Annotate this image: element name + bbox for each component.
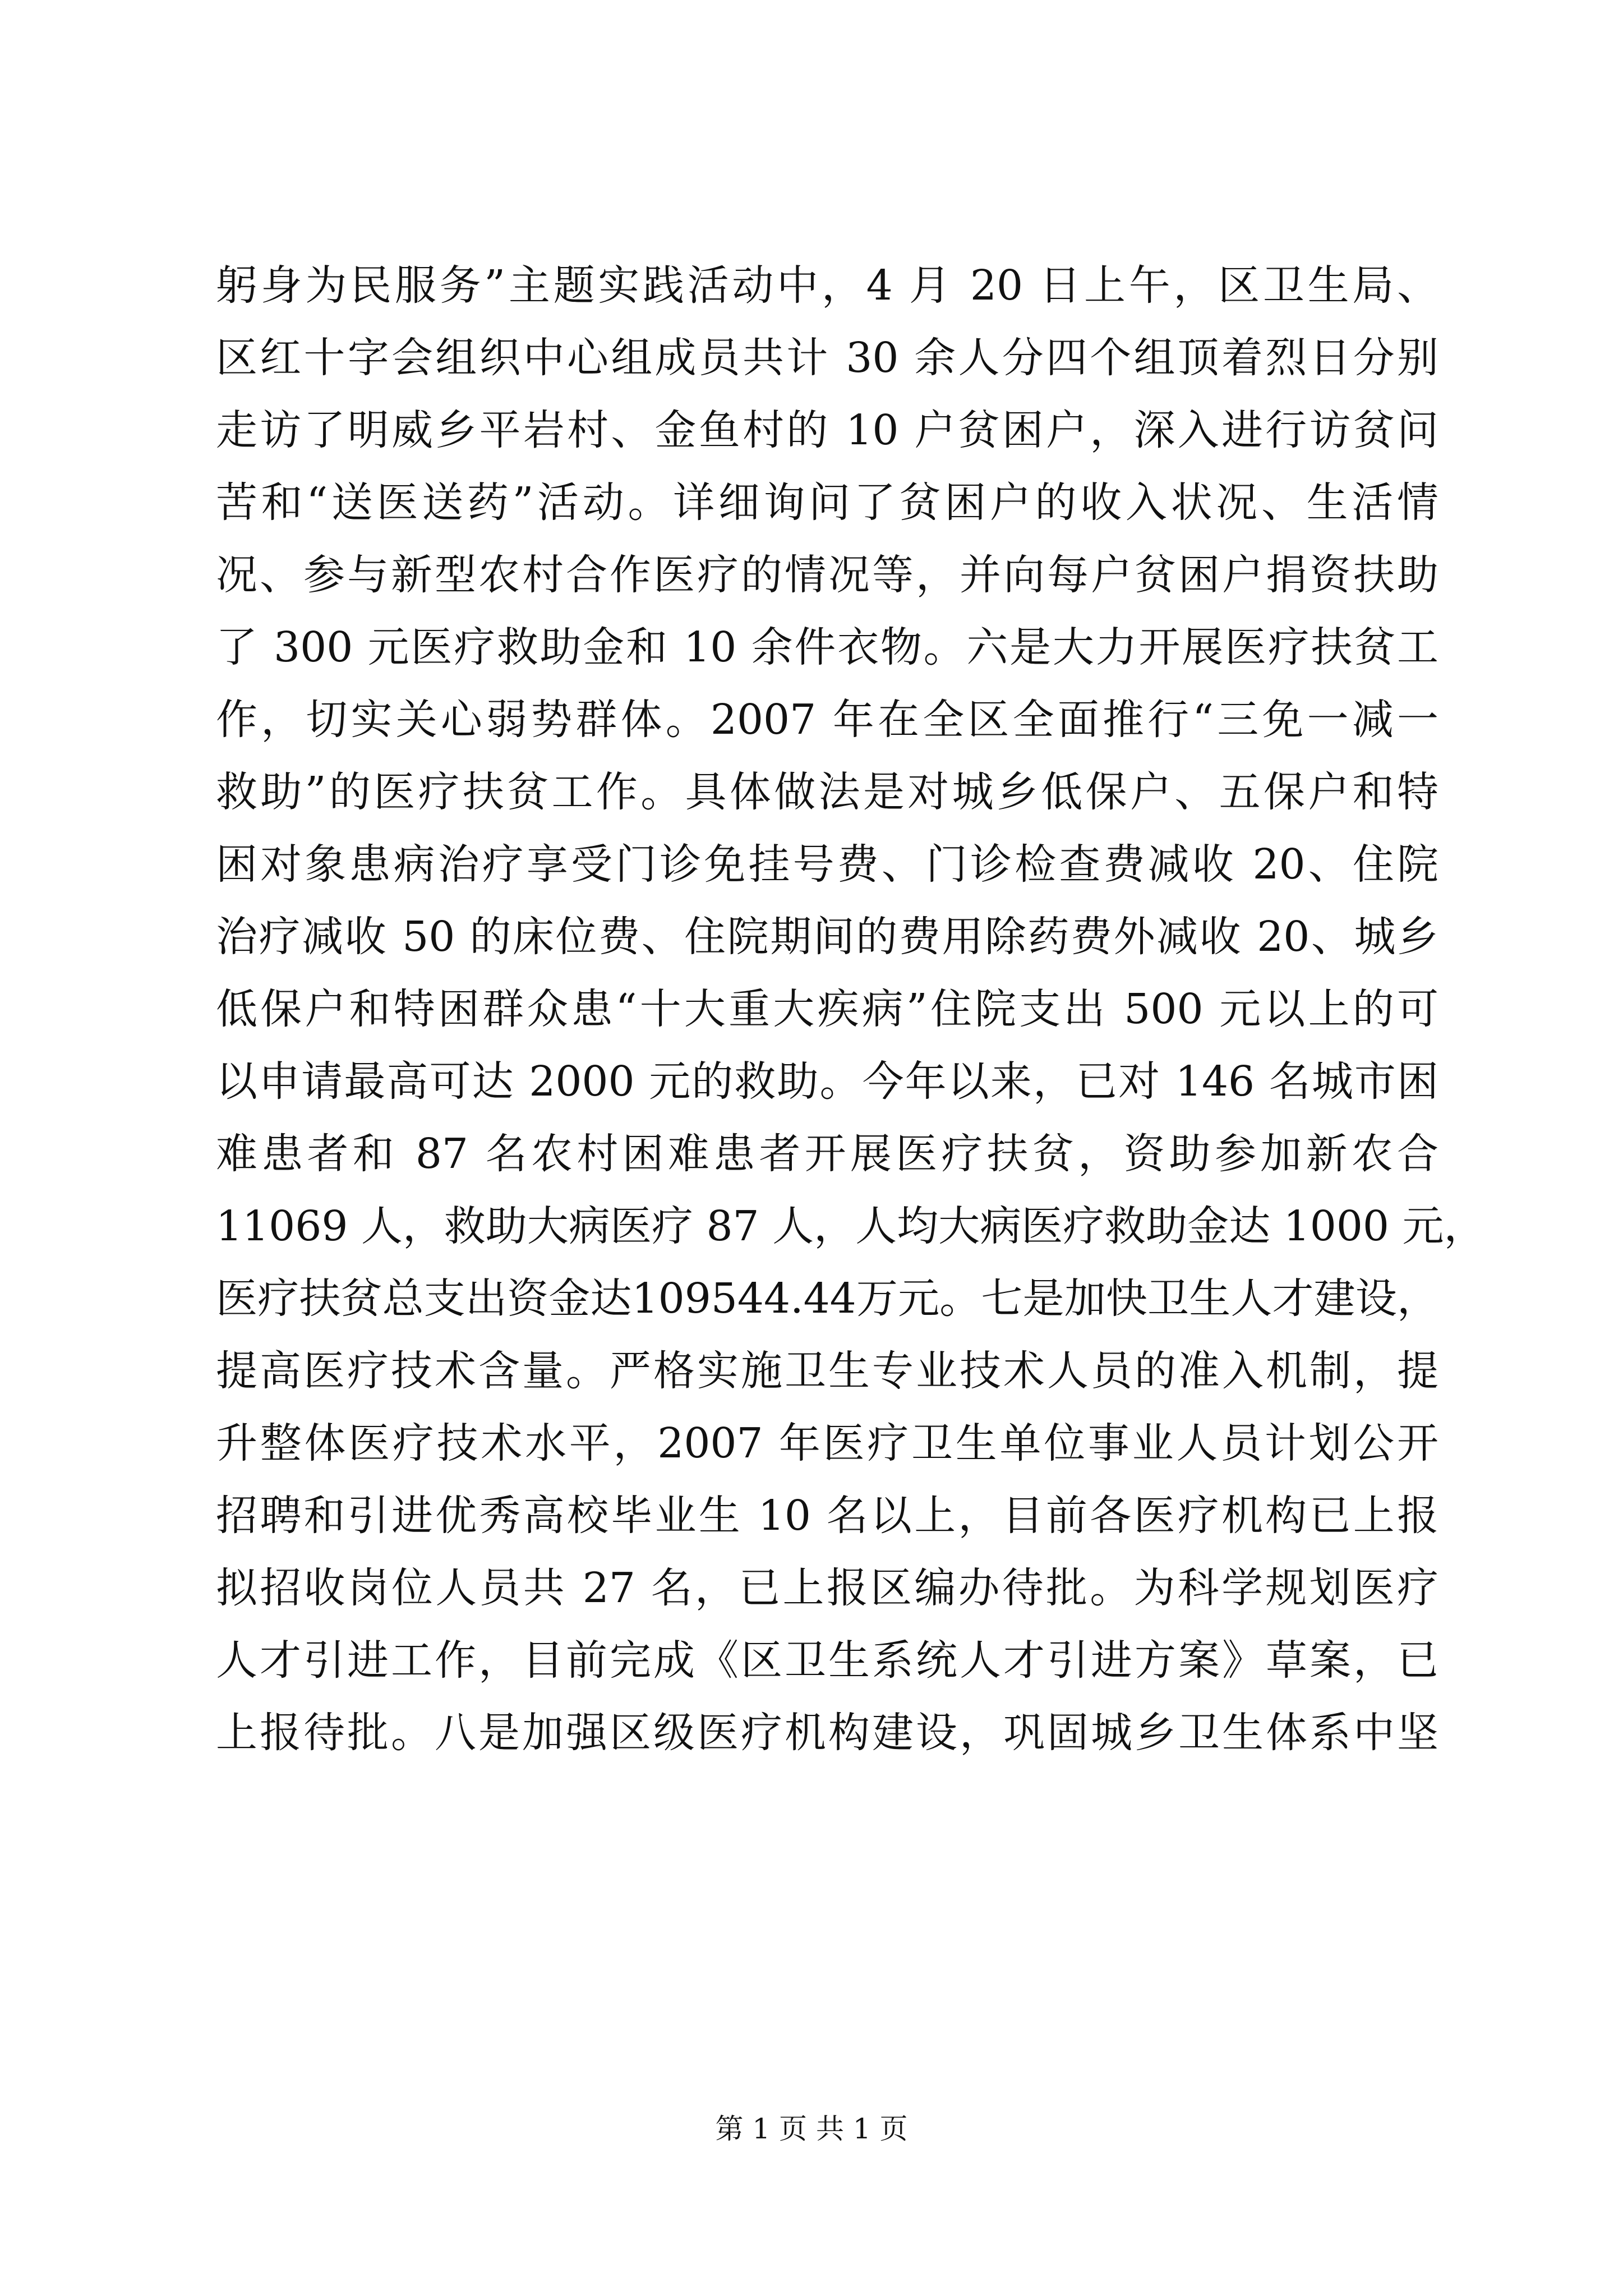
text-line: 作，切实关心弱势群体。2007 年在全区全面推行“三免一减一 [216,696,1438,744]
text-line: 低保户和特困群众患“十大重大疾病”住院支出 500 元以上的可 [216,985,1438,1033]
text-line: 提高医疗技术含量。严格实施卫生专业技术人员的准入机制，提 [216,1347,1438,1395]
text-line: 况、参与新型农村合作医疗的情况等，并向每户贫困户捐资扶助 [216,551,1438,599]
text-line: 治疗减收 50 的床位费、住院期间的费用除药费外减收 20、城乡 [216,913,1438,961]
text-line: 升整体医疗技术水平，2007 年医疗卫生单位事业人员计划公开 [216,1419,1438,1467]
text-line: 医疗扶贫总支出资金达109544.44万元。七是加快卫生人才建设， [216,1274,1438,1323]
text-line: 困对象患病治疗享受门诊免挂号费、门诊检查费减收 20、住院 [216,840,1438,889]
text-line: 躬身为民服务”主题实践活动中，4 月 20 日上午，区卫生局、 [216,261,1438,310]
text-line: 了 300 元医疗救助金和 10 余件衣物。六是大力开展医疗扶贫工 [216,623,1438,671]
text-line: 难患者和 87 名农村困难患者开展医疗扶贫，资助参加新农合 [216,1130,1438,1178]
text-line: 走访了明威乡平岩村、金鱼村的 10 户贫困户，深入进行访贫问 [216,406,1438,454]
page-number-label: 第 1 页 共 1 页 [715,2113,908,2145]
page-footer [0,2106,1623,2147]
text-line: 招聘和引进优秀高校毕业生 10 名以上，目前各医疗机构已上报 [216,1492,1438,1540]
text-line: 以申请最高可达 2000 元的救助。今年以来，已对 146 名城市困 [216,1057,1438,1106]
text-line: 区红十字会组织中心组成员共计 30 余人分四个组顶着烈日分别 [216,334,1438,382]
text-line: 人才引进工作，目前完成《区卫生系统人才引进方案》草案，已 [216,1636,1438,1685]
text-line: 上报待批。八是加强区级医疗机构建设，巩固城乡卫生体系中坚 [216,1709,1438,1757]
text-line: 救助”的医疗扶贫工作。具体做法是对城乡低保户、五保户和特 [216,768,1438,816]
text-line: 11069 人，救助大病医疗 87 人，人均大病医疗救助金达 1000 元， [216,1202,1486,1250]
body-text [216,250,1486,1769]
text-line: 苦和“送医送药”活动。详细询问了贫困户的收入状况、生活情 [216,478,1438,527]
text-line: 拟招收岗位人员共 27 名，已上报区编办待批。为科学规划医疗 [216,1564,1438,1612]
